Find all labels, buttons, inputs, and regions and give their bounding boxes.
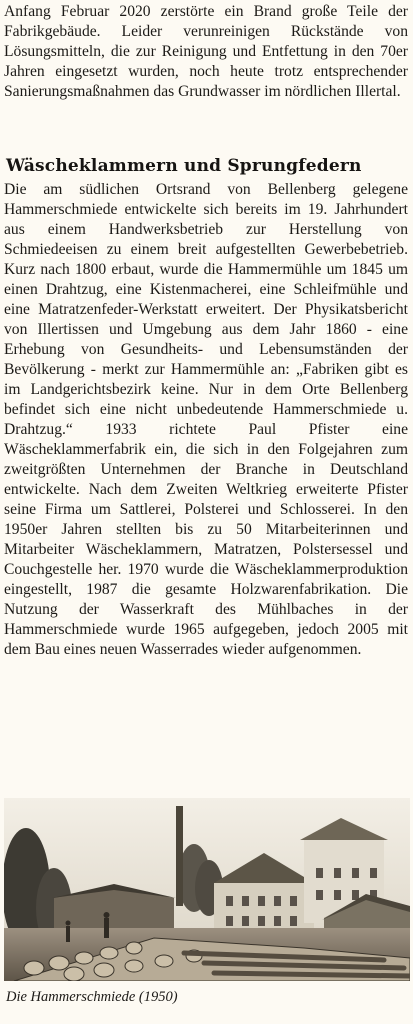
intro-paragraph: Anfang Februar 2020 zerstörte ein Brand große Teile der Fabrikgebäude. Leider verunreinigen Rückstände von Lösungsmitteln, die zur Reinigung und Entfettung in den 70er Jahren eingesetzt wurden, noch heute trotz entsprechender Sanierungsmaßnahmen das Grundwasser im nördlichen Illertal.: [4, 3, 408, 100]
hammerschmiede-photo-illustration: [4, 798, 410, 981]
section-heading: Wäscheklammern und Sprungfedern: [6, 156, 362, 176]
historic-photo: [4, 798, 410, 981]
main-paragraph: Die am südlichen Ortsrand von Bellenberg gelegene Hammerschmiede entwickelte sich bereits im 19. Jahrhundert aus einem Handwerksbetrieb zur Herstellung von Schmiedeeisen zu einem breit aufgestellten Gewerbebetrieb. Kurz nach 1800 erbaut, wurde die Hammermühle um 1845 um einen Drahtzug, eine Kistenmacherei, eine Schleifmühle und eine Matratzenfeder-Werkstatt erweitert. Der Physikatsbericht von Illertissen und Umgebung aus dem Jahr 1860 - eine Erhebung von Gesundheits- und Lebensumständen der Bevölkerung - merkt zur Hammermühle an: „Fabriken gibt es im Landgerichtsbezirk keine. Nur in dem Orte Bellenberg befindet sich eine nicht unbedeutende Hammerschmiede u. Drahtzug.“ 1933 richtete Paul Pfister eine Wäscheklammerfabrik ein, die sich in den Folgejahren zum zweitgrößten Unternehmen der Branche in Deutschland entwickelte. Nach dem Zweiten Weltkrieg erweiterte Pfister seine Firma um Sattlerei, Polsterei und Schlosserei. In den 1950er Jahren stellten bis zu 50 Mitarbeiterinnen und Mitarbeiter Wäscheklammern, Matratzen, Polstersessel und Couchgestelle her. 1970 wurde die Wäscheklammerproduktion eingestellt, 1987 die gesamte Holzwarenfabrikation. Die Nutzung der Wasserkraft des Mühlbaches in der Hammerschmiede wurde 1965 aufgegeben, jedoch 2005 mit dem Bau eines neuen Wasserrades wieder aufgenommen.: [4, 181, 408, 658]
photo-caption: Die Hammerschmiede (1950): [6, 989, 178, 1005]
